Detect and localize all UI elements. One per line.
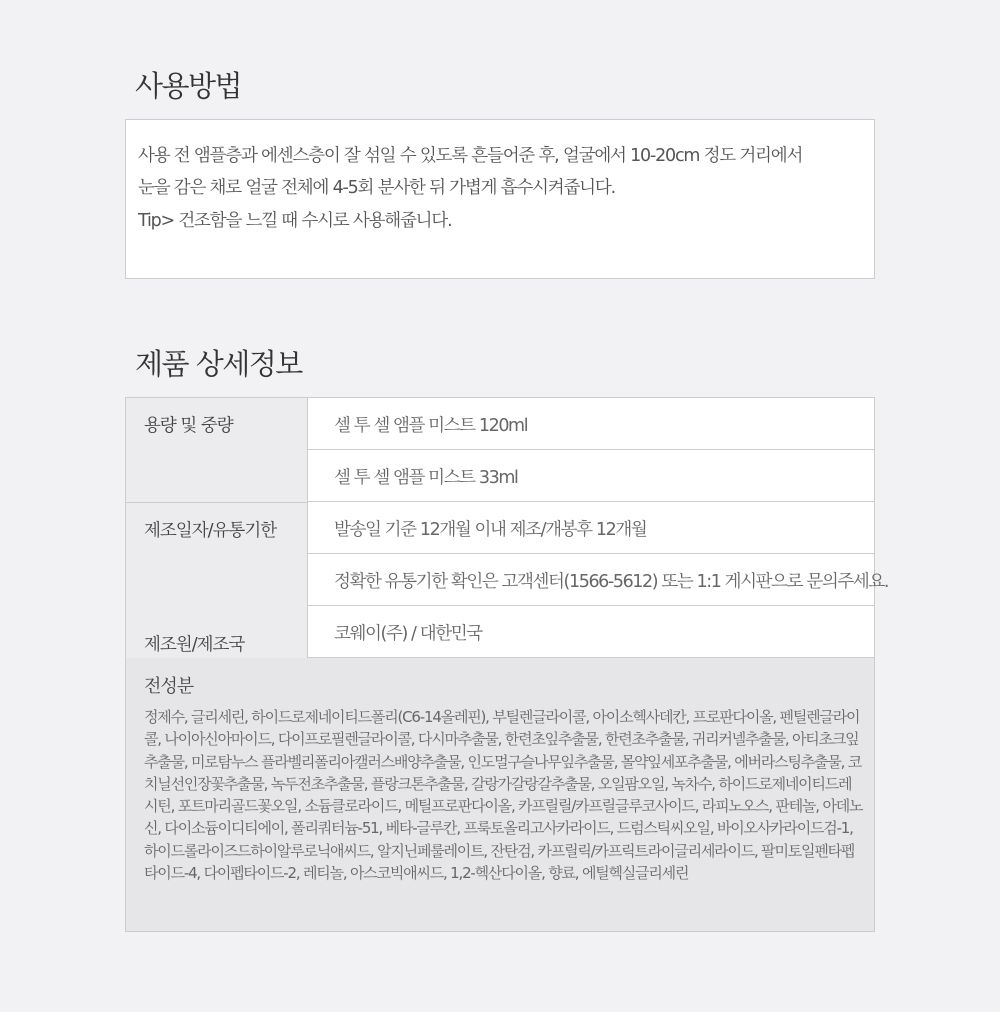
- origin-label-cell: [126, 607, 308, 658]
- capacity-label: 용량 및 중량: [144, 416, 233, 436]
- ingredients-section: [126, 658, 874, 931]
- details-title: 제품 상세정보: [135, 347, 302, 381]
- origin-value: [308, 606, 874, 658]
- usage-box: [125, 119, 875, 279]
- usage-title: 사용방법: [135, 69, 242, 103]
- date-value-text: 정확한 유통기한 확인은 고객센터(1566-5612) 또는 1:1 게시판으로 문의주세요.: [334, 572, 889, 592]
- date-label-cell: [126, 503, 308, 607]
- origin-value-text: 코웨이(주) / 대한민국: [334, 624, 482, 644]
- capacity-value-33: [308, 450, 874, 502]
- origin-label: 제조원/제조국: [144, 635, 245, 655]
- date-value-inquiry: [308, 554, 889, 606]
- date-value-manufacture: [308, 502, 874, 554]
- capacity-value-text: 셀 투 셀 앰플 미스트 120ml: [334, 416, 528, 436]
- usage-text-line: 사용 전 앰플층과 에센스층이 잘 섞일 수 있도록 흔들어준 후, 얼굴에서 10-20cm 정도 거리에서: [138, 146, 803, 166]
- capacity-value-120: [308, 398, 874, 450]
- ingredients-label: 전성분: [144, 676, 194, 697]
- date-label: 제조일자/유통기한: [144, 521, 277, 541]
- capacity-label-cell: [126, 398, 308, 502]
- product-details-table: [125, 397, 889, 932]
- usage-tip-line: Tip> 건조함을 느낄 때 수시로 사용해줍니다.: [138, 211, 452, 231]
- ingredients-text: 정제수, 글리세린, 하이드로제네이티드폴리(C6-14올레핀), 부틸렌글라이콜, 아이소헥사데칸, 프로판다이올, 펜틸렌글라이콜, 나이아신아마이드, 다이프로필렌글라이콜, 다시마추출물, 한련초잎추출물, 한련초추출물, 귀리커넬추출물, 아티초크잎추출물, 미로탐누스 플라벨리폴리아캘러스배양추출물, 인도멀구슬나무잎추출물, 몰약잎세포추출물, 에버라스팅추출물, 코치닐선인장꽃추출물, 녹두전초추출물, 플랑크톤추출물, 갈랑가갈랑갈추출물, 오일팜오일, 녹차수, 하이드로제네이티드레시틴, 포트마리골드꽃오일, 소듐클로라이드, 메틸프로판다이올, 카프릴릴/카프릴글루코사이드, 라피노오스, 판테놀, 아데노신, 다이소듐이디티에이, 폴리쿼터늄-51, 베타-글루칸, 프룩토올리고사카라이드, 드럼스틱씨오일, 바이오사카라이드검-1, 하이드롤라이즈드하이알루로닉애씨드, 알지닌페룰레이트, 잔탄검, 카프릴릭/카프릭트라이글리세라이드, 팔미토일펜타펩타이드-4, 다이펩타이드-2, 레티놀, 아스코빅애씨드, 1,2-헥산다이올, 향료, 에틸헥실글리세린: [144, 708, 863, 883]
- usage-text-line: 눈을 감은 채로 얼굴 전체에 4-5회 분사한 뒤 가볍게 흡수시켜줍니다.: [138, 178, 615, 198]
- capacity-value-text: 셀 투 셀 앰플 미스트 33ml: [334, 468, 518, 488]
- date-value-text: 발송일 기준 12개월 이내 제조/개봉후 12개월: [334, 520, 647, 540]
